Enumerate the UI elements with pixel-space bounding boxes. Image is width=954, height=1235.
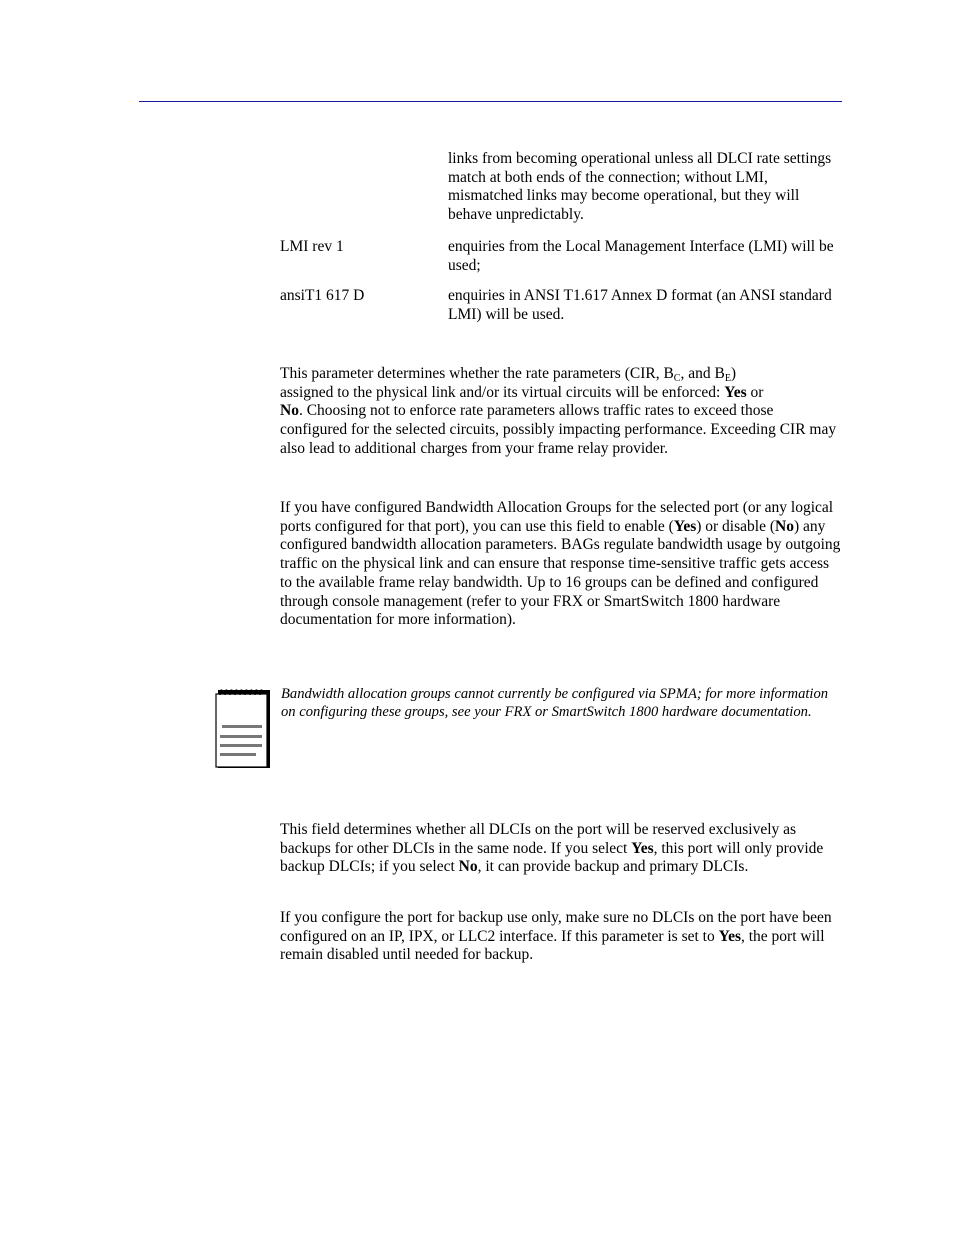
backup-paragraph-2: If you configure the port for backup use only, make sure no DLCIs on the port have been configured on an IP, IPX, or LLC2 interface. If this parameter is set to Yes, the port will remain disabled until needed for backup. [280,909,832,964]
lmi-continuation-text: links from becoming operational unless all DLCI rate settings match at both ends of the connection; without LMI, mismatched links may become operational, but they will behave unpredictably. [448,150,832,224]
rate-enforcement-paragraph: This parameter determines whether the rate parameters (CIR, $B_C$, and $B_E$) assigned to the physical link and/or its virtual circuits will be enforced: Yes or No. Choosing not to enforce rate parameters allows traffic rates to exceed those configured for the selected circuits, possibly impacting performance. Exceeding CIR may also lead to additional charges from your frame relay provider. [280,365,837,457]
bag-paragraph: If you have configured Bandwidth Allocation Groups for the selected port (or any logical ports configured for that port), you can use this field to enable (Yes) or disable (No) any configured bandwidth allocation parameters. BAGs regulate bandwidth usage by outgoing traffic on the physical link and can ensure that response time-sensitive traffic gets access to the available frame relay bandwidth. Up to 16 groups can be defined and configured through console management (refer to your FRX or SmartSwitch 1800 hardware documentation for more information). [280,499,841,629]
option-term-ansi: ansiT1 617 D [280,287,365,304]
option-term-lmi-rev1: LMI rev 1 [280,238,344,255]
option-definition-ansi: enquiries in ANSI T1.617 Annex D format (an ANSI standard LMI) will be used. [448,287,832,323]
option-definition-lmi-rev1: enquiries from the Local Management Interface (LMI) will be used; [448,238,834,274]
notepad-icon [214,686,272,770]
note-text: Bandwidth allocation groups cannot currently be configured via SPMA; for more information on configuring these groups, see your FRX or SmartSwitch 1800 hardware documentation. [281,686,829,721]
backup-paragraph-1: This field determines whether all DLCIs on the port will be reserved exclusively as backups for other DLCIs in the same node. If you select Yes, this port will only provide backup DLCIs; if you select No, it can provide backup and primary DLCIs. [280,821,824,876]
header-rule [139,101,842,102]
